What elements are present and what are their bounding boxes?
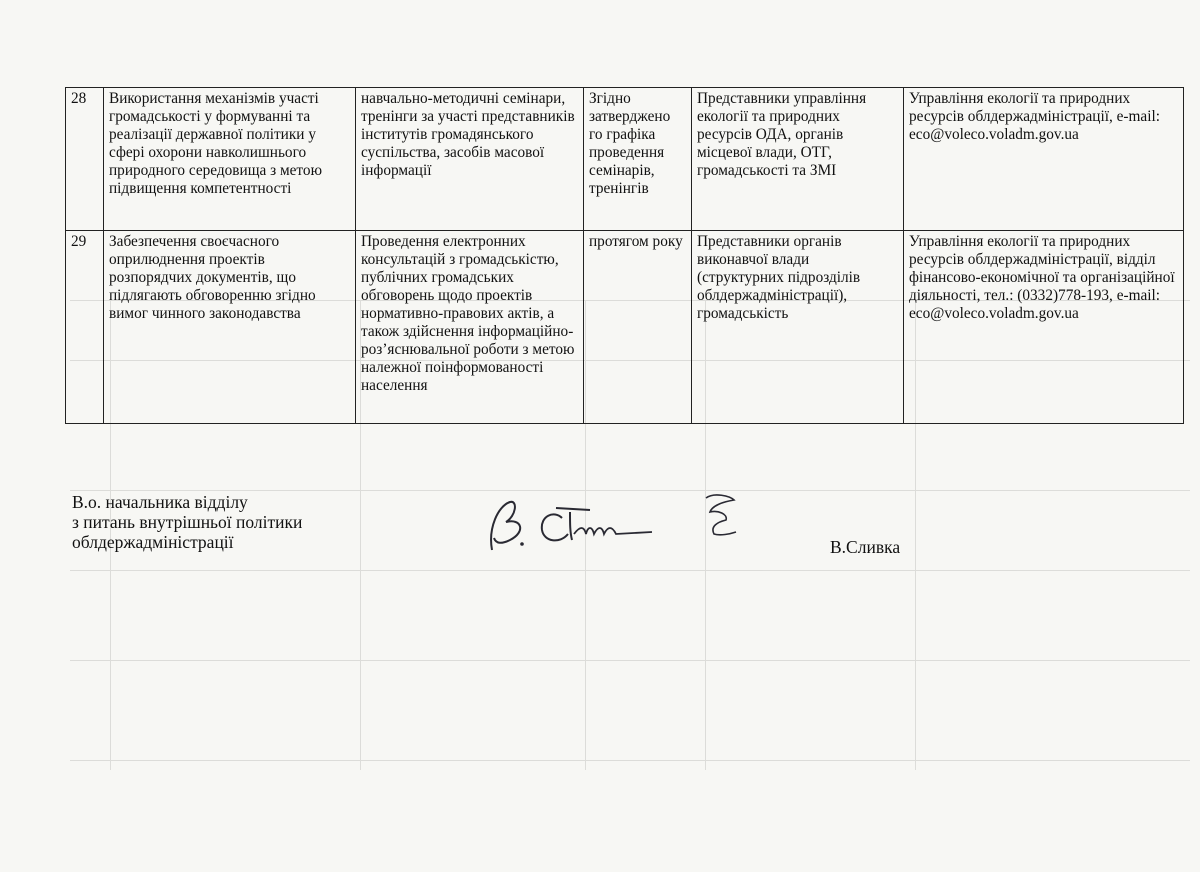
signatory-name: В.Сливка xyxy=(830,537,901,557)
term-cell: Згідно затверджено го графіка проведення семінарів, тренінгів xyxy=(584,88,692,231)
position-line: з питань внутрішньої політики xyxy=(72,512,303,532)
responsible-cell: Управління екології та природних ресурсів облдержадміністрації, відділ фінансово-економічної та організаційної діяльності, тел.: (0332)778-193, e-mail: eco@voleco.voladm.gov.ua xyxy=(904,231,1184,424)
participants-cell: Представники управління екології та природних ресурсів ОДА, органів місцевої влади, ОТГ, громадськості та ЗМІ xyxy=(692,88,904,231)
signatory-position xyxy=(72,492,302,552)
row-number: 29 xyxy=(66,231,104,424)
responsible-cell: Управління екології та природних ресурсів облдержадміністрації, e-mail: eco@voleco.voladm.gov.ua xyxy=(904,88,1184,231)
row-number: 28 xyxy=(66,88,104,231)
term-cell: протягом року xyxy=(584,231,692,424)
handwritten-signature xyxy=(470,488,670,558)
table-row xyxy=(66,88,1184,231)
measure-cell: Забезпечення своєчасного оприлюднення проектів розпорядчих документів, що підлягають обговоренню згідно вимог чинного законодавства xyxy=(104,231,356,424)
position-line: облдержадміністрації xyxy=(72,532,234,552)
participants-cell: Представники органів виконавчої влади (структурних підрозділів облдержадміністрації), громадськість xyxy=(692,231,904,424)
position-line: В.о. начальника відділу xyxy=(72,492,248,512)
table-row xyxy=(66,231,1184,424)
form-cell: Проведення електронних консультацій з громадськістю, публічних громадських обговорень щодо проектів нормативно-правових актів, а також здійснення інформаційно-роз’яснювальної роботи з метою належної поінформованості населення xyxy=(356,231,584,424)
measures-table xyxy=(65,87,1184,424)
form-cell: навчально-методичні семінари, тренінги за участі представників інститутів громадянського суспільства, засобів масової інформації xyxy=(356,88,584,231)
measure-cell: Використання механізмів участі громадськості у формуванні та реалізації державної політики у сфері охорони навколишнього природного середовища з метою підвищення компетентності xyxy=(104,88,356,231)
ink-mark-icon xyxy=(700,490,740,550)
